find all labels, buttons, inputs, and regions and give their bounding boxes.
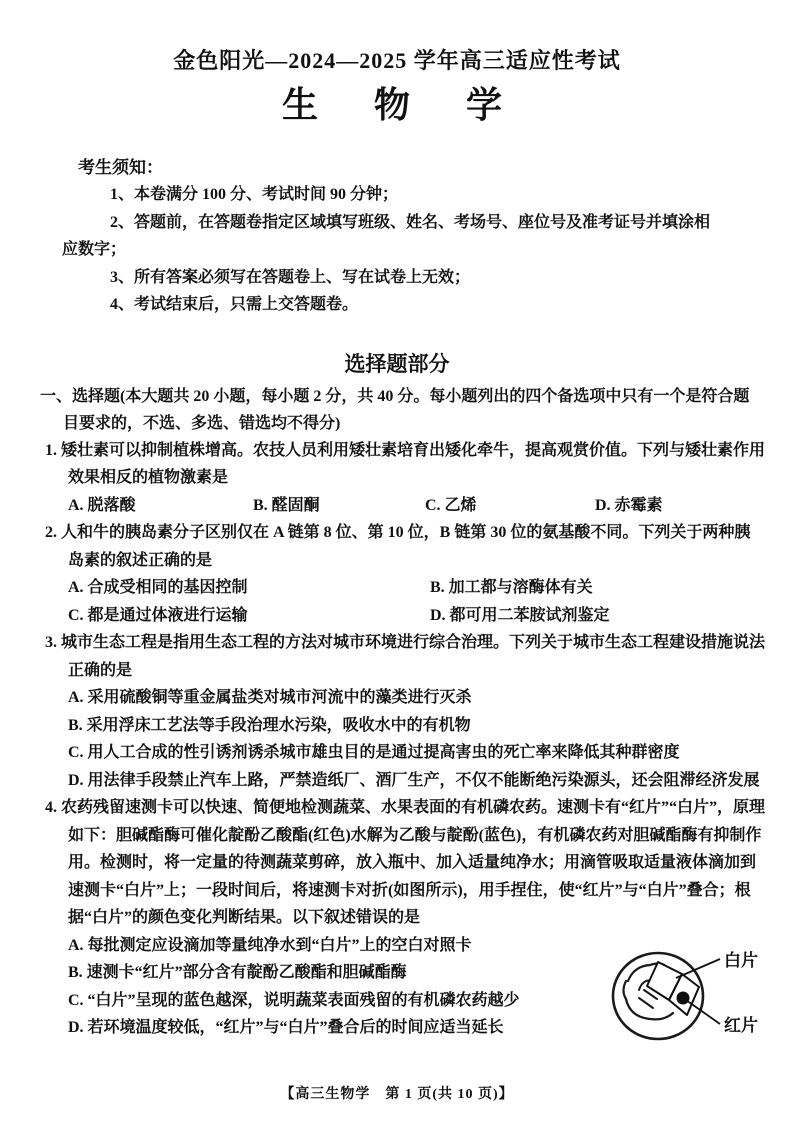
- notice-item-2: 2、答题前，在答题卷指定区域填写班级、姓名、考场号、座位号及准考证号并填涂相应数字；: [62, 213, 711, 258]
- folded-card-figure: [606, 932, 788, 1070]
- folded-test-card: [647, 962, 699, 1015]
- question-4-options: [68, 932, 628, 1042]
- q2-option-c: C. 都是通过体液进行运输: [68, 606, 248, 624]
- q3-option-b: B. 采用浮床工艺法等手段治理水污染，吸收水中的有机物: [68, 716, 471, 734]
- q1-option-a: A. 脱落酸: [68, 496, 136, 514]
- white-strip-label: 白片: [724, 951, 758, 970]
- exam-subject: 生 物 学: [281, 85, 512, 125]
- question-4-text: 4. 农药残留速测卡可以快速、简便地检测蔬菜、水果表面的有机磷农药。速测卡有“红片”“白片”，原理如下：胆碱酯酶可催化靛酚乙酸酯(红色)水解为乙酸与靛酚(蓝色)，有机磷农药对胆碱酯酶有抑制作用。检测时，将一定量的待测蔬菜剪碎，放入瓶中、加入适量纯净水；用滴管吸取适量液体滴加到速测卡“白片”上；一段时间后，将速测卡对折(如图所示)，用手捏住，使“红片”与“白片”叠合；根据“白片”的颜色变化判断结果。以下叙述错误的是: [45, 799, 766, 926]
- question-1-options: [68, 492, 766, 520]
- question-3-text: 3. 城市生态工程是指用生态工程的方法对城市环境进行综合治理。下列关于城市生态工程建设措施说法正确的是: [45, 634, 766, 679]
- red-strip-label: 红片: [724, 1016, 758, 1035]
- q4-option-c: C. “白片”呈现的蓝色越深，说明蔬菜表面残留的有机磷农药越少: [68, 991, 520, 1009]
- q2-option-a: A. 合成受相同的基因控制: [68, 579, 248, 596]
- exam-title: 金色阳光—2024—2025 学年高三适应性考试: [173, 48, 621, 73]
- title-block: [0, 0, 794, 128]
- section-intro: 一、选择题(本大题共 20 小题，每小题 2 分，共 40 分。每小题列出的四个备选项中只有一个是符合题目要求的，不选、多选、错选均不得分): [40, 387, 750, 432]
- notice-item-4: 4、考试结束后，只需上交答题卷。: [110, 296, 359, 313]
- question-2-text: 2. 人和牛的胰岛素分子区别仅在 A 链第 8 位、第 10 位，B 链第 30 位的氨基酸不同。下列关于两种胰岛素的叙述正确的是: [45, 524, 751, 569]
- section-heading: 选择题部分: [344, 351, 450, 376]
- question-1-text: 1. 矮壮素可以抑制植株增高。农技人员利用矮壮素培育出矮化牵牛，提高观赏价值。下列与矮壮素作用效果相反的植物激素是: [45, 441, 766, 486]
- question-3-options: [68, 684, 766, 794]
- q4-option-a: A. 每批测定应设滴加等量纯净水到“白片”上的空白对照卡: [68, 936, 472, 954]
- q4-option-b: B. 速测卡“红片”部分含有靛酚乙酸酯和胆碱酯酶: [68, 964, 407, 981]
- question-3: [45, 629, 766, 794]
- q3-option-d: D. 用法律手段禁止汽车上路，严禁造纸厂、酒厂生产，不仅不能断绝污染源头，还会阻滞经济发展: [68, 771, 760, 789]
- question-2-options: [68, 574, 766, 629]
- notice-item-3: 3、所有答案必须写在答题卷上、写在试卷上无效；: [110, 268, 471, 286]
- q2-option-d: D. 都可用二苯胺试剂鉴定: [430, 606, 610, 624]
- question-2: [45, 519, 766, 629]
- q1-option-c: C. 乙烯: [425, 496, 477, 514]
- notice-item-1: 1、本卷满分 100 分、考试时间 90 分钟；: [110, 186, 399, 203]
- q2-option-b: B. 加工都与溶酶体有关: [430, 579, 593, 596]
- q4-option-d: D. 若环境温度较低，“红片”与“白片”叠合后的时间应适当延长: [68, 1019, 504, 1036]
- page-footer: 【高三生物学 第 1 页(共 10 页)】: [280, 1087, 514, 1102]
- q3-option-a: A. 采用硫酸铜等重金属盐类对城市河流中的藻类进行灭杀: [68, 689, 472, 706]
- candidate-notice: [62, 154, 724, 319]
- q1-option-b: B. 醛固酮: [253, 496, 320, 514]
- notice-heading: 考生须知：: [78, 158, 163, 177]
- q1-option-d: D. 赤霉素: [595, 496, 663, 514]
- red-strip-dot: [677, 992, 690, 1005]
- question-1: [45, 437, 766, 520]
- q3-option-c: C. 用人工合成的性引诱剂诱杀城市雄虫目的是通过提高害虫的死亡率来降低其种群密度: [68, 744, 680, 761]
